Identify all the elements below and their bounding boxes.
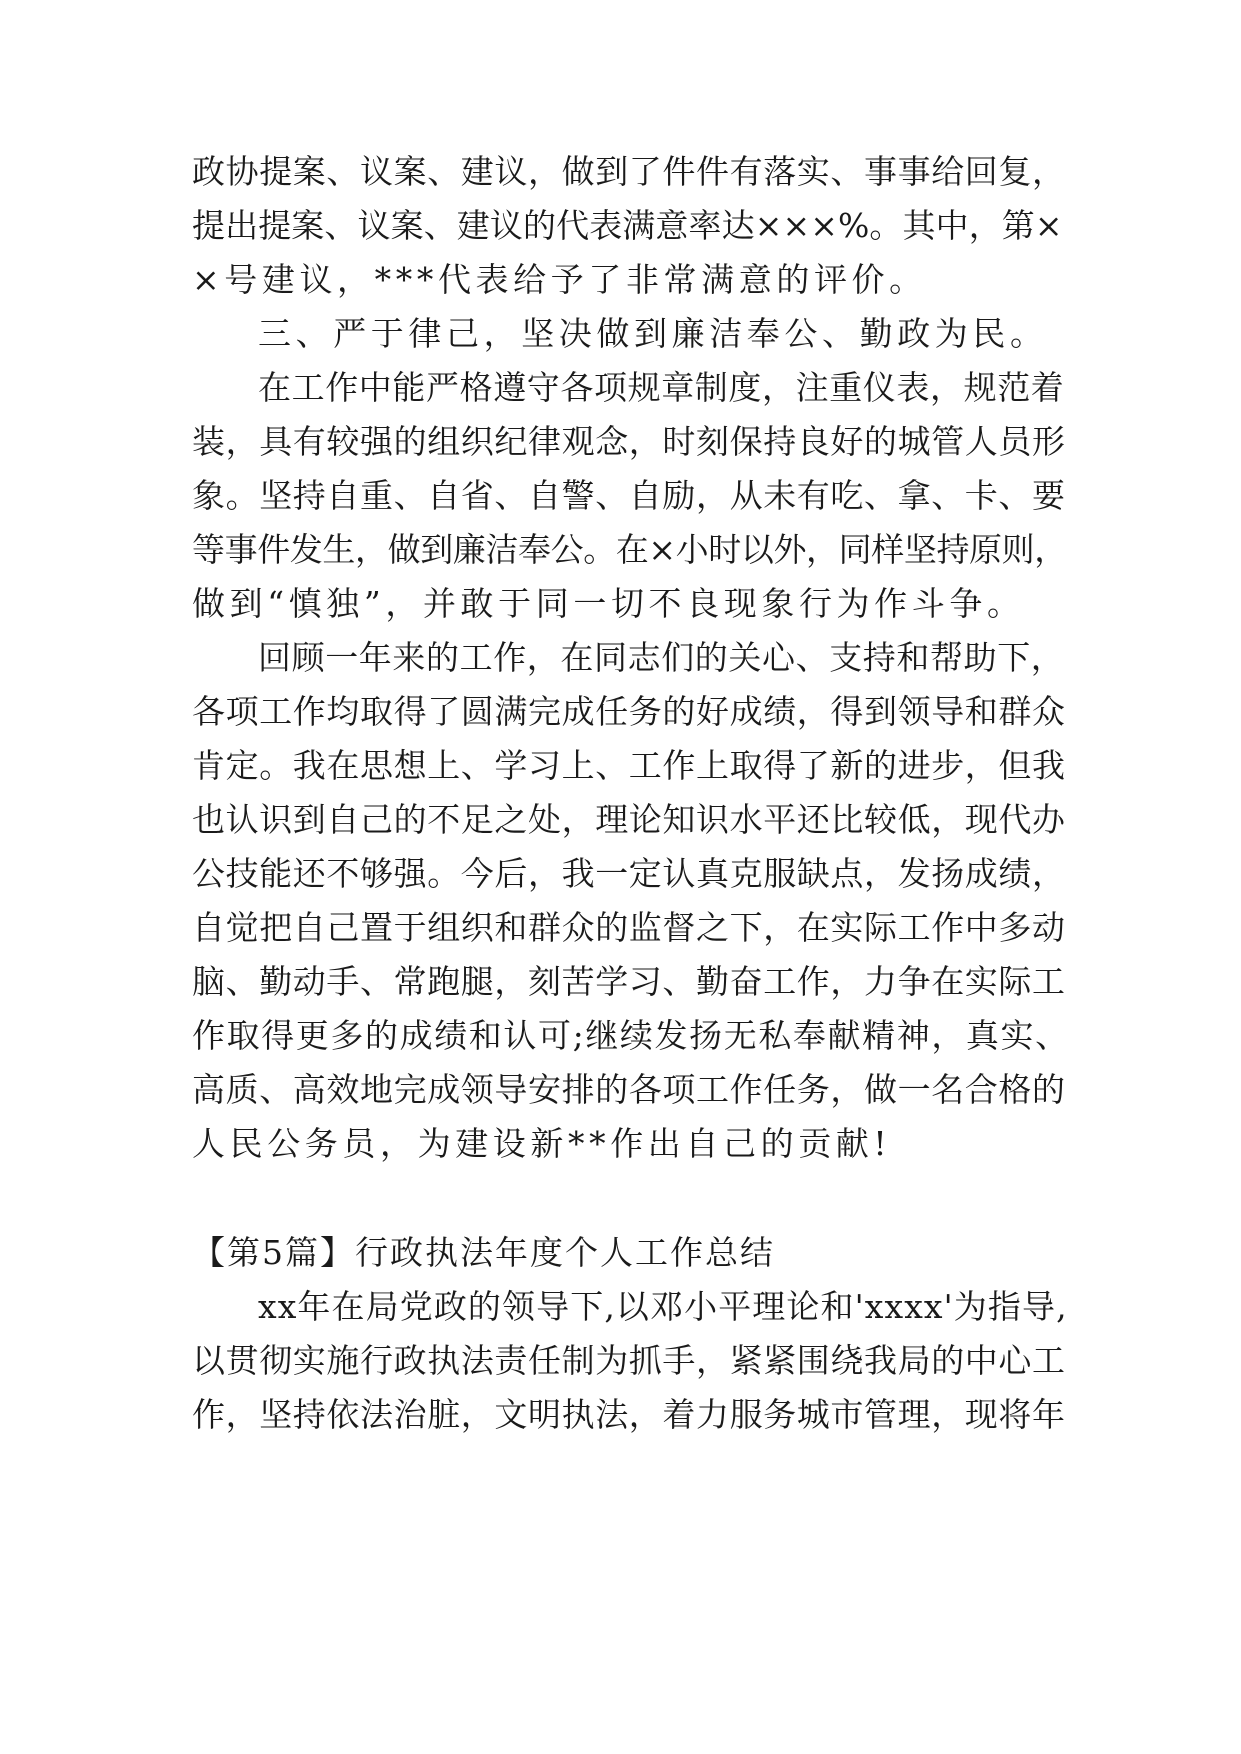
text-line: 人民公务员，为建设新**作出自己的贡献! (192, 1124, 892, 1163)
text-line: 装，具有较强的组织纪律观念，时刻保持良好的城管人员形 (192, 422, 1066, 461)
text-line: 作，坚持依法治脏，文明执法，着力服务城市管理，现将年 (192, 1395, 1066, 1434)
text-line: 提出提案、议案、建议的代表满意率达×××%。其中，第× (192, 206, 1063, 245)
text-line: 作取得更多的成绩和认可;继续发扬无私奉献精神，真实、 (192, 1016, 1070, 1055)
section-heading: 三、严于律己，坚决做到廉洁奉公、勤政为民。 (258, 314, 1048, 353)
text-line: 自觉把自己置于组织和群众的监督之下，在实际工作中多动 (192, 908, 1066, 947)
text-line: 政协提案、议案、建议，做到了件件有落实、事事给回复， (192, 152, 1066, 191)
text-line: 以贯彻实施行政执法责任制为抓手，紧紧围绕我局的中心工 (192, 1341, 1066, 1380)
text-line: 脑、勤动手、常跑腿，刻苦学习、勤奋工作，力争在实际工 (192, 962, 1066, 1001)
text-line: xx年在局党政的领导下,以邓小平理论和'xxxx'为指导, (258, 1287, 1068, 1326)
text-line: 各项工作均取得了圆满完成任务的好成绩，得到领导和群众 (192, 692, 1066, 731)
text-line: 也认识到自己的不足之处，理论知识水平还比较低，现代办 (192, 800, 1066, 839)
text-line: 回顾一年来的工作，在同志们的关心、支持和帮助下， (258, 638, 1065, 677)
text-line: 公技能还不够强。今后，我一定认真克服缺点，发扬成绩， (192, 854, 1066, 893)
text-line: 象。坚持自重、自省、自警、自励，从未有吃、拿、卡、要 (192, 476, 1066, 515)
text-line: ×号建议，***代表给予了非常满意的评价。 (192, 260, 927, 299)
text-line: 高质、高效地完成领导安排的各项工作任务，做一名合格的 (192, 1070, 1066, 1109)
article-title: 【第5篇】行政执法年度个人工作总结 (192, 1233, 775, 1272)
text-line: 在工作中能严格遵守各项规章制度，注重仪表，规范着 (258, 368, 1065, 407)
text-line: 做到“慎独”，并敢于同一切不良现象行为作斗争。 (192, 584, 1025, 623)
text-line: 肯定。我在思想上、学习上、工作上取得了新的进步，但我 (192, 746, 1066, 785)
text-line: 等事件发生，做到廉洁奉公。在×小时以外，同样坚持原则， (192, 530, 1067, 569)
